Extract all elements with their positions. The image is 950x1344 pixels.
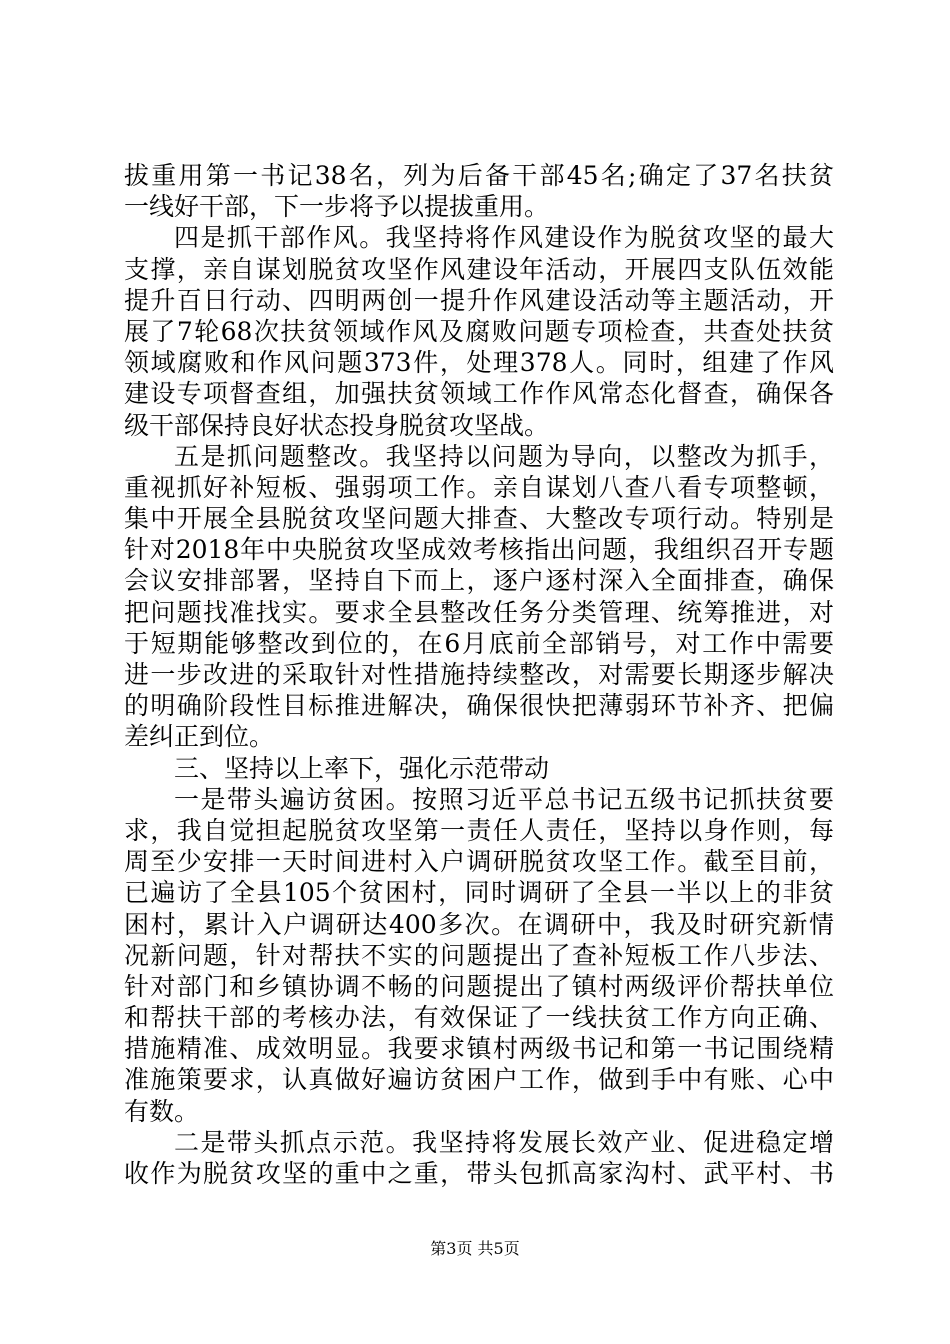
text-line: 把问题找准找实。要求全县整改任务分类管理、统筹推进，对 xyxy=(124,597,834,627)
text-line: 领域腐败和作风问题373件，处理378人。同时，组建了作风 xyxy=(124,348,834,378)
text-line: 会议安排部署，坚持自下而上，逐户逐村深入全面排查，确保 xyxy=(124,566,834,596)
text-line: 求，我自觉担起脱贫攻坚第一责任人责任，坚持以身作则，每 xyxy=(124,815,834,845)
text-line: 支撑，亲自谋划脱贫攻坚作风建设年活动，开展四支队伍效能 xyxy=(124,254,834,284)
text-line: 展了7轮68次扶贫领域作风及腐败问题专项检查，共查处扶贫 xyxy=(124,316,834,346)
text-line: 有数。 xyxy=(124,1096,200,1126)
text-line: 困村，累计入户调研达400多次。在调研中，我及时研究新情 xyxy=(124,909,834,939)
text-line: 一是带头遍访贫困。按照习近平总书记五级书记抓扶贫要 xyxy=(174,784,834,814)
text-line: 建设专项督查组，加强扶贫领域工作作风常态化督查，确保各 xyxy=(124,379,834,409)
text-line: 的明确阶段性目标推进解决，确保很快把薄弱环节补齐、把偏 xyxy=(124,691,834,721)
text-line: 准施策要求，认真做好遍访贫困户工作，做到手中有账、心中 xyxy=(124,1065,834,1095)
text-line: 重视抓好补短板、强弱项工作。亲自谋划八查八看专项整顿， xyxy=(124,472,834,502)
text-line: 一线好干部，下一步将予以提拔重用。 xyxy=(124,192,550,222)
text-line: 和帮扶干部的考核办法，有效保证了一线扶贫工作方向正确、 xyxy=(124,1003,834,1033)
page-number-footer: 第3页 共5页 xyxy=(430,1239,520,1258)
text-line: 周至少安排一天时间进村入户调研脱贫攻坚工作。截至目前， xyxy=(124,847,834,877)
text-line: 三、坚持以上率下，强化示范带动 xyxy=(174,753,550,783)
text-line: 况新问题，针对帮扶不实的问题提出了查补短板工作八步法、 xyxy=(124,940,834,970)
text-line: 集中开展全县脱贫攻坚问题大排查、大整改专项行动。特别是 xyxy=(124,504,834,534)
text-line: 二是带头抓点示范。我坚持将发展长效产业、促进稳定增 xyxy=(174,1127,834,1157)
text-line: 提升百日行动、四明两创一提升作风建设活动等主题活动，开 xyxy=(124,285,834,315)
text-line: 差纠正到位。 xyxy=(124,722,275,752)
text-line: 于短期能够整改到位的，在6月底前全部销号，对工作中需要 xyxy=(124,628,834,658)
text-line: 针对2018年中央脱贫攻坚成效考核指出问题，我组织召开专题 xyxy=(124,535,834,565)
text-line: 进一步改进的采取针对性措施持续整改，对需要长期逐步解决 xyxy=(124,660,834,689)
text-line: 拔重用第一书记38名，列为后备干部45名;确定了37名扶贫 xyxy=(124,161,835,190)
document-body xyxy=(124,160,834,1189)
text-line: 五是抓问题整改。我坚持以问题为导向，以整改为抓手， xyxy=(174,441,834,471)
text-line: 四是抓干部作风。我坚持将作风建设作为脱贫攻坚的最大 xyxy=(174,223,834,253)
text-line: 收作为脱贫攻坚的重中之重，带头包抓高家沟村、武平村、书 xyxy=(124,1159,834,1188)
text-line: 级干部保持良好状态投身脱贫攻坚战。 xyxy=(124,410,550,440)
text-line: 针对部门和乡镇协调不畅的问题提出了镇村两级评价帮扶单位 xyxy=(124,971,834,1001)
text-line: 已遍访了全县105个贫困村，同时调研了全县一半以上的非贫 xyxy=(124,878,834,908)
text-line: 措施精准、成效明显。我要求镇村两级书记和第一书记围绕精 xyxy=(124,1034,834,1064)
